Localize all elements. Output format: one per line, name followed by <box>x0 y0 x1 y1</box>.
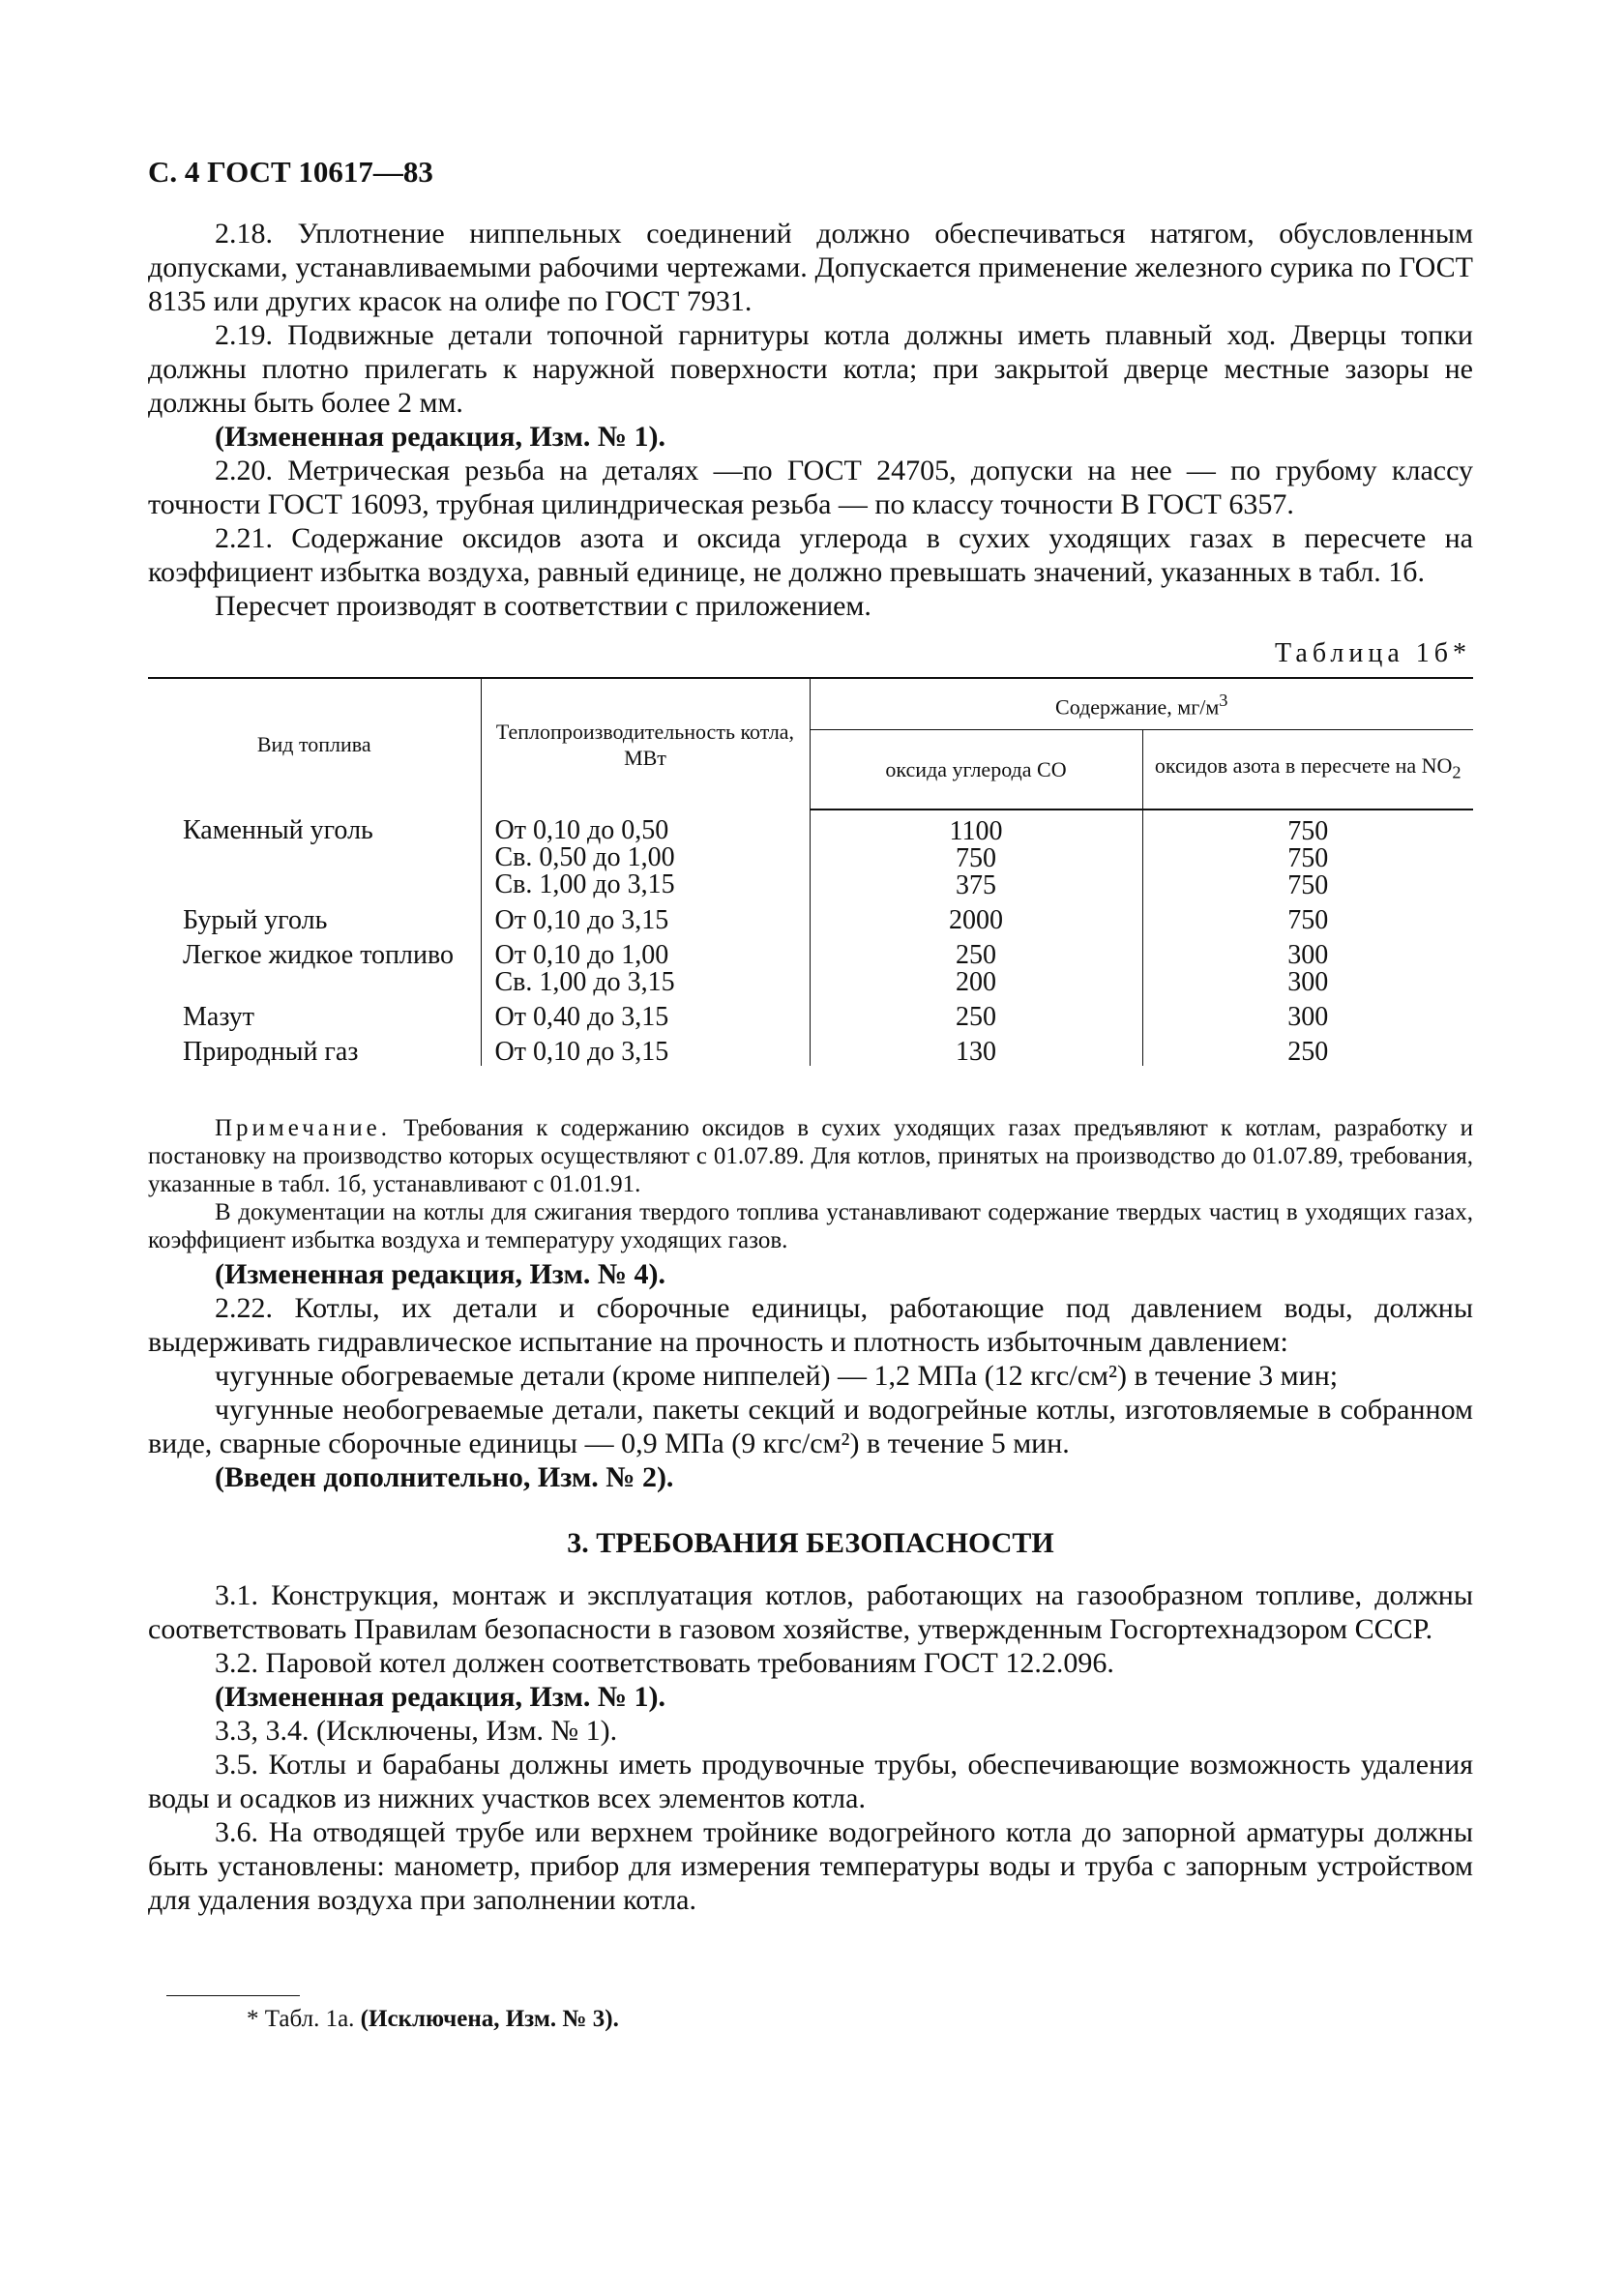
cell-co: 250 <box>810 996 1142 1031</box>
table-row <box>148 809 1473 899</box>
cell-fuel: Мазут <box>183 1002 255 1032</box>
paragraph-2-22: 2.22. Котлы, их детали и сборочные единицы, работающие под давлением воды, должны выдерживать гидравлическое испытание на прочность и плотность избыточным давлением: <box>148 1292 1473 1358</box>
cell-fuel: Природный газ <box>183 1037 359 1067</box>
cell-capacity: От 0,10 до 3,15 <box>481 1031 810 1066</box>
table-caption: Таблица 1б* <box>1275 638 1471 668</box>
cell-co: 1100 750 375 <box>810 809 1142 899</box>
note-section <box>148 1114 1473 1254</box>
footnote: * Табл. 1а. (Исключена, Изм. № 3). <box>247 2006 619 2032</box>
table-row <box>148 996 1473 1031</box>
table-note: Примечание. Требования к содержанию оксидов в сухих уходящих газах предъявляют к котлам, разработку и постановку на производство которых осуществляют с 01.07.89. Для котлов, принятых на производство до 01.07.89, требования, указанные в табл. 1б, устанавливают с 01.01.91. <box>148 1115 1473 1197</box>
col-header-fuel: Вид топлива <box>148 678 481 809</box>
paragraph-recalculation: Пересчет производят в соответствии с приложением. <box>215 590 871 622</box>
note-label: Примечание. <box>215 1115 392 1141</box>
safety-paragraphs <box>148 1578 1473 1917</box>
cell-capacity: От 0,40 до 3,15 <box>481 996 810 1031</box>
table-row <box>148 899 1473 934</box>
paragraph-2-20: 2.20. Метрическая резьба на деталях —по ГОСТ 24705, допуски на нее — по грубому классу точности ГОСТ 16093, трубная цилиндрическая резьба — по классу точности В ГОСТ 6357. <box>148 455 1473 520</box>
table-body <box>148 809 1473 1066</box>
safety-section <box>148 1526 1473 1560</box>
amendment-note-1b: (Измененная редакция, Изм. № 1). <box>215 1681 666 1713</box>
paragraph-3-6: 3.6. На отводящей трубе или верхнем тройнике водогрейного котла до запорной арматуры должны быть установлены: манометр, прибор для измерения температуры воды и труба с запорным устройством для удаления воздуха при заполнении котла. <box>148 1816 1473 1916</box>
col-header-co: оксида углерода СО <box>810 729 1142 809</box>
cell-no2: 250 <box>1142 1031 1473 1066</box>
cell-fuel: Бурый уголь <box>183 905 328 935</box>
page-header: С. 4 ГОСТ 10617—83 <box>148 155 433 189</box>
cell-capacity: От 0,10 до 0,50 Св. 0,50 до 1,00 Св. 1,00 до 3,15 <box>481 809 810 899</box>
cell-no2: 750 750 750 <box>1142 809 1473 899</box>
cell-fuel: Легкое жидкое топливо <box>183 940 455 970</box>
amendment-note-2: (Введен дополнительно, Изм. № 2). <box>215 1461 674 1493</box>
amendment-note-4: (Измененная редакция, Изм. № 4). <box>215 1258 666 1290</box>
intro-section <box>148 217 1473 623</box>
cell-capacity: От 0,10 до 1,00 Св. 1,00 до 3,15 <box>481 934 810 996</box>
col-header-capacity: Теплопроизводительность котла, МВт <box>481 678 810 809</box>
cell-no2: 300 300 <box>1142 934 1473 996</box>
footnote-divider <box>166 1995 300 1996</box>
paragraph-3-5: 3.5. Котлы и барабаны должны иметь продувочные трубы, обеспечивающие возможность удаления воды и осадков из нижних участков всех элементов котла. <box>148 1749 1473 1814</box>
paragraph-3-1: 3.1. Конструкция, монтаж и эксплуатация котлов, работающих на газообразном топливе, должны соответствовать Правилам безопасности в газовом хозяйстве, утвержденным Госгортехнадзором СССР. <box>148 1579 1473 1645</box>
cell-fuel: Каменный уголь <box>183 815 373 845</box>
paragraph-3-3: 3.3, 3.4. (Исключены, Изм. № 1). <box>215 1715 618 1747</box>
paragraph-3-2: 3.2. Паровой котел должен соответствовать требованиям ГОСТ 12.2.096. <box>215 1647 1114 1679</box>
table-row <box>148 934 1473 996</box>
emissions-table <box>148 677 1473 1066</box>
paragraph-2-18: 2.18. Уплотнение ниппельных соединений должно обеспечиваться натягом, обусловленным допусками, устанавливаемыми рабочими чертежами. Допускается применение железного сурика по ГОСТ 8135 или других красок на олифе по ГОСТ 7931. <box>148 218 1473 317</box>
col-header-no2: оксидов азота в пересчете на $NO_2$ <box>1142 729 1473 809</box>
cell-capacity: От 0,10 до 3,15 <box>481 899 810 934</box>
cell-co: 250 200 <box>810 934 1142 996</box>
table-row <box>148 1031 1473 1066</box>
paragraph-cast-heated: чугунные обогреваемые детали (кроме ниппелей) — 1,2 МПа (12 кгс/см²) в течение 3 мин; <box>215 1360 1339 1392</box>
after-section <box>148 1257 1473 1494</box>
cell-co: 2000 <box>810 899 1142 934</box>
paragraph-2-19: 2.19. Подвижные детали топочной гарнитуры котла должны иметь плавный ход. Дверцы топки должны плотно прилегать к наружной поверхности котла; при закрытой дверце местные зазоры не должны быть более 2 мм. <box>148 319 1473 419</box>
cell-co: 130 <box>810 1031 1142 1066</box>
cell-no2: 300 <box>1142 996 1473 1031</box>
table-note-2: В документации на котлы для сжигания твердого топлива устанавливают содержание твердых частиц в уходящих газах, коэффициент избытка воздуха и температуру уходящих газов. <box>148 1199 1473 1253</box>
col-header-content: Содержание, $мг/м^3$ <box>810 678 1473 729</box>
amendment-note-1: (Измененная редакция, Изм. № 1). <box>215 421 666 453</box>
cell-no2: 750 <box>1142 899 1473 934</box>
paragraph-2-21: 2.21. Содержание оксидов азота и оксида углерода в сухих уходящих газах в пересчете на коэффициент избытка воздуха, равный единице, не должно превышать значений, указанных в табл. 1б. <box>148 522 1473 588</box>
paragraph-cast-unheated: чугунные необогреваемые детали, пакеты секций и водогрейные котлы, изготовляемые в собранном виде, сварные сборочные единицы — 0,9 МПа (9 кгс/см²) в течение 5 мин. <box>148 1394 1473 1459</box>
section-title: 3. ТРЕБОВАНИЯ БЕЗОПАСНОСТИ <box>567 1527 1054 1559</box>
